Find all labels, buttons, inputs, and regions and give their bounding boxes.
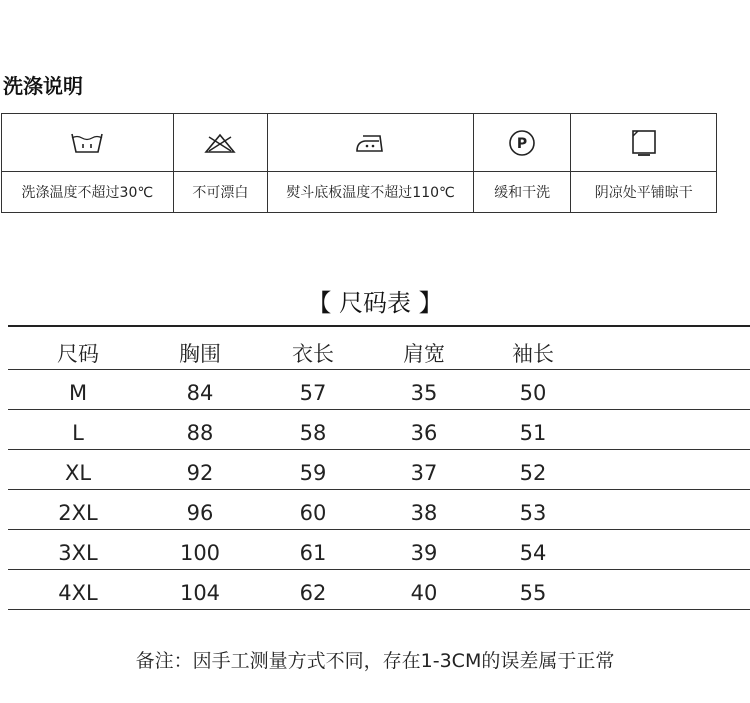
cell-size: 3XL bbox=[58, 541, 98, 565]
cell-size: XL bbox=[64, 461, 92, 485]
cell-size: M bbox=[68, 381, 88, 405]
header-chest: 胸围 bbox=[179, 342, 221, 366]
care-instructions-table bbox=[1, 113, 717, 213]
wash-tub-30-icon bbox=[2, 130, 173, 156]
care-cell-wash bbox=[2, 114, 174, 172]
cell-shoulder: 39 bbox=[410, 541, 438, 565]
cell-chest: 88 bbox=[186, 421, 214, 445]
cell-sleeve: 54 bbox=[519, 541, 547, 565]
dry-flat-in-shade-icon bbox=[571, 128, 716, 158]
care-label-iron: 熨斗底板温度不超过110℃ bbox=[268, 172, 474, 213]
no-bleach-icon bbox=[174, 131, 268, 155]
cell-length: 61 bbox=[299, 541, 327, 565]
svg-text:P: P bbox=[517, 135, 528, 152]
row-divider bbox=[8, 609, 750, 610]
cell-shoulder: 36 bbox=[410, 421, 438, 445]
cell-length: 57 bbox=[299, 381, 327, 405]
row-divider bbox=[8, 449, 750, 450]
iron-medium-icon bbox=[268, 131, 473, 155]
cell-sleeve: 52 bbox=[519, 461, 547, 485]
row-divider bbox=[8, 489, 750, 490]
care-instructions-title: 洗涤说明 bbox=[3, 74, 83, 98]
row-divider bbox=[8, 529, 750, 530]
cell-length: 62 bbox=[299, 581, 327, 605]
cell-length: 59 bbox=[299, 461, 327, 485]
cell-sleeve: 50 bbox=[519, 381, 547, 405]
cell-length: 60 bbox=[299, 501, 327, 525]
care-label-wash: 洗涤温度不超过30℃ bbox=[2, 172, 174, 213]
care-label-dry: 阴凉处平铺晾干 bbox=[571, 172, 717, 213]
header-length: 衣长 bbox=[292, 342, 334, 366]
cell-length: 58 bbox=[299, 421, 327, 445]
header-sleeve: 袖长 bbox=[512, 342, 554, 366]
row-divider bbox=[8, 409, 750, 410]
row-divider bbox=[8, 569, 750, 570]
care-cell-dry-clean bbox=[473, 114, 571, 172]
cell-chest: 96 bbox=[186, 501, 214, 525]
size-chart-title: 【 尺码表 】 bbox=[307, 289, 443, 317]
dry-clean-p-icon bbox=[474, 128, 571, 158]
cell-chest: 84 bbox=[186, 381, 214, 405]
cell-size: 2XL bbox=[58, 501, 98, 525]
care-label-dry-clean: 缓和干洗 bbox=[473, 172, 571, 213]
cell-sleeve: 55 bbox=[519, 581, 547, 605]
cell-sleeve: 51 bbox=[519, 421, 547, 445]
cell-shoulder: 37 bbox=[410, 461, 438, 485]
header-shoulder: 肩宽 bbox=[403, 342, 445, 366]
care-cell-iron bbox=[268, 114, 474, 172]
care-cell-bleach bbox=[173, 114, 268, 172]
cell-size: 4XL bbox=[58, 581, 98, 605]
cell-size: L bbox=[72, 421, 84, 445]
measurement-note: 备注：因手工测量方式不同，存在1-3CM的误差属于正常 bbox=[135, 650, 615, 672]
size-chart-top-rule bbox=[8, 325, 750, 327]
cell-shoulder: 38 bbox=[410, 501, 438, 525]
cell-sleeve: 53 bbox=[519, 501, 547, 525]
cell-shoulder: 40 bbox=[410, 581, 438, 605]
cell-shoulder: 35 bbox=[410, 381, 438, 405]
cell-chest: 104 bbox=[179, 581, 221, 605]
care-cell-dry bbox=[571, 114, 717, 172]
cell-chest: 100 bbox=[179, 541, 221, 565]
care-label-bleach: 不可漂白 bbox=[173, 172, 268, 213]
header-size: 尺码 bbox=[57, 342, 99, 366]
row-divider bbox=[8, 369, 750, 370]
cell-chest: 92 bbox=[186, 461, 214, 485]
